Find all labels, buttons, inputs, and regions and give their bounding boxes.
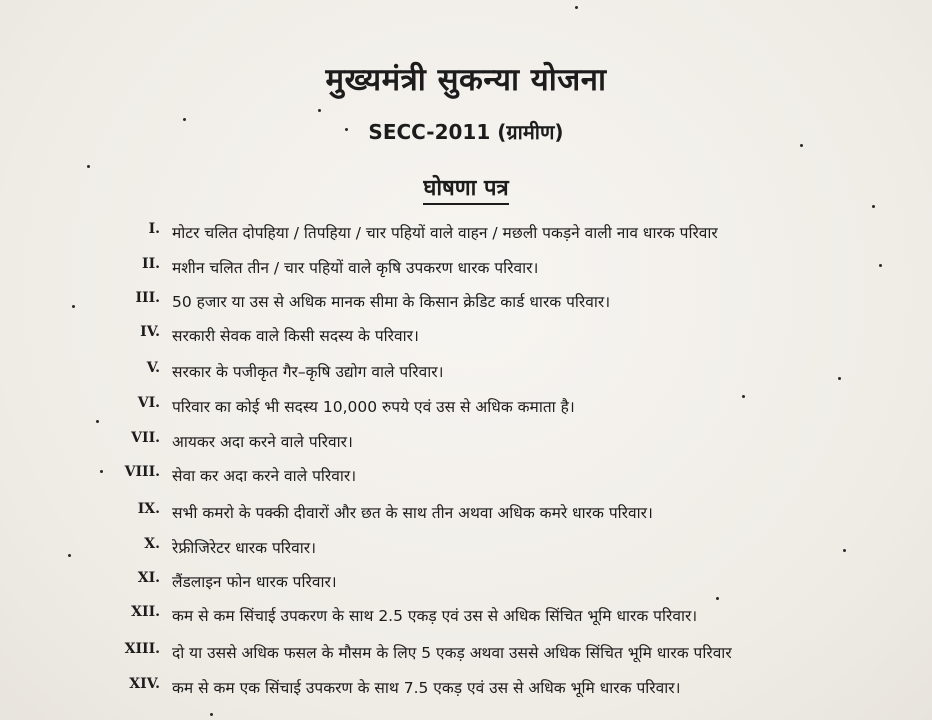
scan-speck xyxy=(210,713,213,716)
scan-speck xyxy=(575,6,578,9)
scan-speck xyxy=(872,205,875,208)
item-text: मोटर चलित दोपहिया / तिपहिया / चार पहियों वाले वाहन / मछली पकड़ने वाली नाव धारक परिवार xyxy=(172,224,718,242)
document-heading xyxy=(0,172,932,202)
item-number: II. xyxy=(142,256,160,272)
item-number: VI. xyxy=(137,395,160,411)
item-text: परिवार का कोई भी सदस्य 10,000 रुपये एवं उस से अधिक कमाता है। xyxy=(172,398,575,416)
list-item xyxy=(0,464,932,494)
list-item xyxy=(0,604,932,634)
item-text: लैंडलाइन फोन धारक परिवार। xyxy=(172,573,337,591)
list-item xyxy=(0,360,932,390)
scan-speck xyxy=(318,109,321,112)
list-item xyxy=(0,324,932,354)
list-item xyxy=(0,641,932,671)
item-number: IX. xyxy=(137,501,160,517)
item-number: XIV. xyxy=(129,676,160,692)
list-item xyxy=(0,256,932,286)
list-item xyxy=(0,395,932,425)
item-number: IV. xyxy=(140,324,160,340)
item-number: XII. xyxy=(131,604,160,620)
item-number: VII. xyxy=(131,430,160,446)
item-text: मशीन चलित तीन / चार पहियों वाले कृषि उपकरण धारक परिवार। xyxy=(172,259,539,277)
document-title: मुख्यमंत्री सुकन्या योजना xyxy=(325,62,607,98)
list-item xyxy=(0,221,932,251)
item-number: I. xyxy=(148,221,160,237)
item-text: सेवा कर अदा करने वाले परिवार। xyxy=(172,467,357,485)
list-item xyxy=(0,570,932,600)
document-subtitle: SECC-2011 (ग्रामीण) xyxy=(368,120,564,144)
item-text: कम से कम एक सिंचाई उपकरण के साथ 7.5 एकड़ एवं उस से अधिक भूमि धारक परिवार। xyxy=(172,679,681,697)
item-number: V. xyxy=(146,360,160,376)
item-number: XI. xyxy=(137,570,160,586)
scan-speck xyxy=(87,165,90,168)
item-text: कम से कम सिंचाई उपकरण के साथ 2.5 एकड़ एवं उस से अधिक सिंचित भूमि धारक परिवार। xyxy=(172,607,698,625)
list-item xyxy=(0,501,932,531)
item-number: VIII. xyxy=(124,464,160,480)
item-text: 50 हजार या उस से अधिक मानक सीमा के किसान क्रेडिट कार्ड धारक परिवार। xyxy=(172,293,611,311)
item-text: आयकर अदा करने वाले परिवार। xyxy=(172,433,353,451)
item-text: दो या उससे अधिक फसल के मौसम के लिए 5 एकड़ अथवा उससे अधिक सिंचित भूमि धारक परिवार xyxy=(172,644,732,662)
list-item xyxy=(0,676,932,706)
item-number: X. xyxy=(144,536,160,552)
list-item xyxy=(0,290,932,320)
item-number: XIII. xyxy=(124,641,160,657)
heading-text: घोषणा पत्र xyxy=(423,176,508,205)
item-number: III. xyxy=(135,290,160,306)
item-text: सभी कमरो के पक्की दीवारों और छत के साथ तीन अथवा अधिक कमरे धारक परिवार। xyxy=(172,504,653,522)
item-text: सरकारी सेवक वाले किसी सदस्य के परिवार। xyxy=(172,327,419,345)
item-text: सरकार के पजीकृत गैर–कृषि उद्योग वाले परिवार। xyxy=(172,363,444,381)
list-item xyxy=(0,536,932,566)
list-item xyxy=(0,430,932,460)
item-text: रेफ्रीजिरेटर धारक परिवार। xyxy=(172,539,316,557)
